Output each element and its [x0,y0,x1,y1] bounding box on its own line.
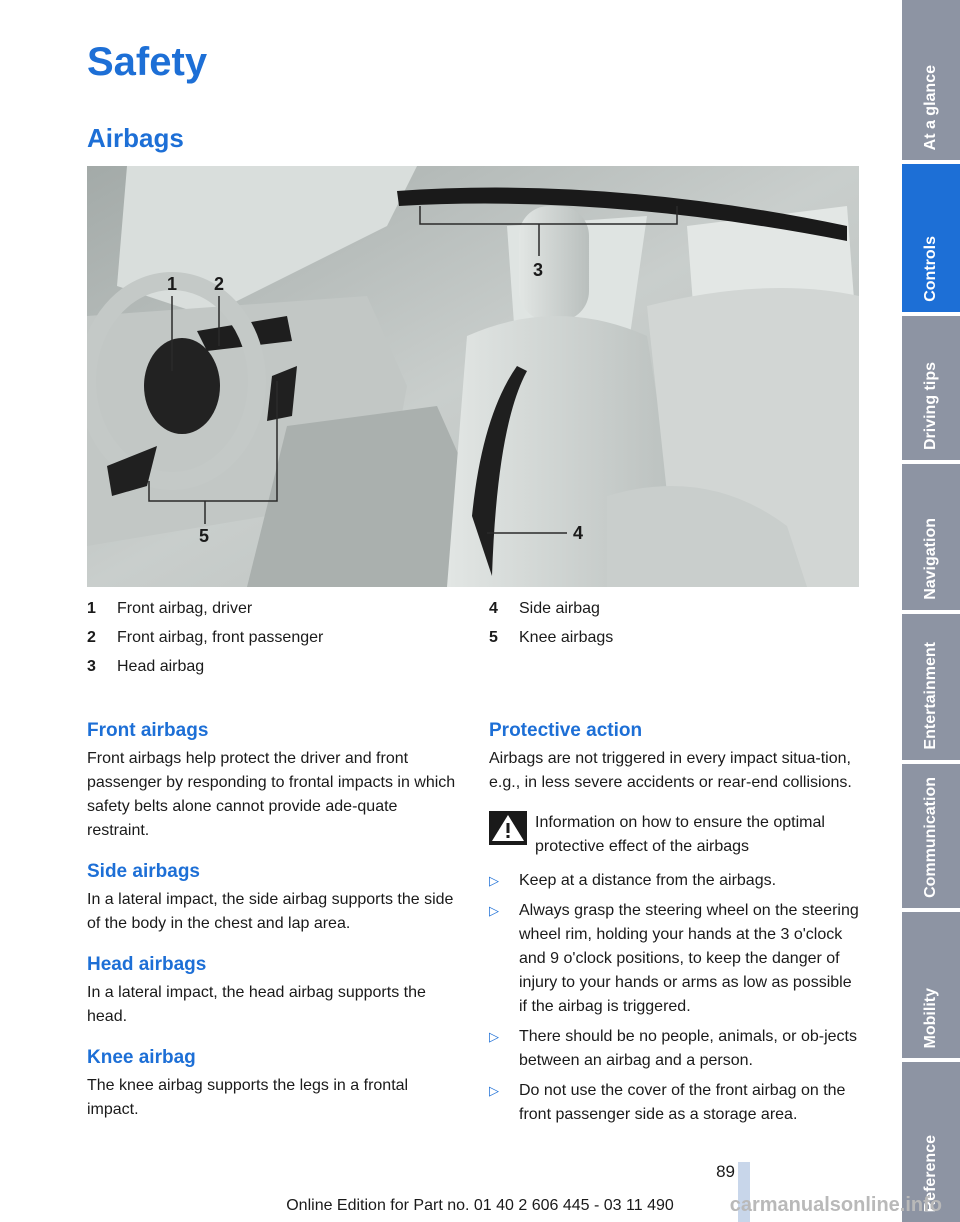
legend-item [489,627,869,656]
tab-label: Mobility [922,987,939,1048]
page-number: 89 [716,1162,735,1181]
section-title: Airbags [87,123,184,153]
bullet-text: There should be no people, animals, or ob-jects between an airbag and a person. [519,1028,857,1069]
head-airbags-text: In a lateral impact, the head airbag supports the head. [87,984,426,1025]
legend-right [489,598,869,656]
legend-text: Front airbag, driver [117,600,253,617]
legend-number: 3 [87,658,96,675]
callout-2: 2 [214,274,225,294]
bullet-text: Keep at a distance from the airbags. [519,872,777,889]
tab-label: Controls [922,236,939,302]
right-column [489,718,861,1133]
legend-text: Front airbag, front passenger [117,629,324,646]
tab-navigation[interactable] [902,464,960,610]
tab-label: Reference [922,1134,939,1212]
legend-left [87,598,467,685]
tab-controls[interactable] [902,164,960,312]
legend-item [87,627,467,656]
watermark: carmanualsonline.info [729,1194,942,1216]
tab-communication[interactable] [902,764,960,908]
knee-airbag-text: The knee airbag supports the legs in a frontal impact. [87,1077,409,1118]
tab-label: Driving tips [922,361,939,450]
legend-item [87,656,467,685]
tab-label: At a glance [922,64,939,150]
legend-item [87,598,467,627]
list-item [489,899,861,1019]
left-column [87,718,463,1138]
warning-text: Information on how to ensure the optimal protective effect of the airbags [535,814,825,855]
knee-airbag-heading: Knee airbag [87,1047,196,1068]
tab-label: Communication [922,777,939,898]
bullet-arrow-icon: ▷ [489,873,499,888]
list-item [489,869,861,893]
warning-note [489,811,861,859]
edition-footer: Online Edition for Part no. 01 40 2 606 445 - 03 11 490 [286,1197,674,1214]
legend-text: Head airbag [117,658,205,675]
tab-at-a-glance[interactable] [902,0,960,160]
side-airbags-heading: Side airbags [87,861,200,882]
front-airbags-text: Front airbags help protect the driver and front passenger by responding to frontal impacts in which safety belts alone cannot provide ade-quate restraint. [87,750,456,839]
bullet-arrow-icon: ▷ [489,1029,499,1044]
tab-driving-tips[interactable] [902,316,960,460]
list-item [489,1079,861,1127]
tab-mobility[interactable] [902,912,960,1058]
front-airbags-heading: Front airbags [87,720,209,741]
legend-number: 2 [87,629,96,646]
bullet-arrow-icon: ▷ [489,903,499,918]
callout-1: 1 [167,274,178,294]
bullet-text: Do not use the cover of the front airbag on the front passenger side as a storage area. [519,1082,846,1123]
callout-4: 4 [573,523,584,543]
protective-action-heading: Protective action [489,720,643,741]
legend-number: 1 [87,600,96,617]
tab-entertainment[interactable] [902,614,960,760]
tab-label: Entertainment [922,642,939,750]
page-title: Safety [87,40,208,84]
tab-label: Navigation [922,518,939,600]
list-item [489,1025,861,1073]
chapter-tabs [900,0,960,1222]
bullet-arrow-icon: ▷ [489,1083,499,1098]
side-airbags-text: In a lateral impact, the side airbag supports the side of the body in the chest and lap area. [87,891,454,932]
legend-item [489,598,869,627]
protective-action-text: Airbags are not triggered in every impact situa-tion, e.g., in less severe accidents or rear-end collisions. [489,750,852,791]
legend-number: 4 [489,600,498,617]
legend-number: 5 [489,629,498,646]
safety-bullet-list [489,869,861,1127]
warning-icon [489,811,535,859]
bullet-text: Always grasp the steering wheel on the steering wheel rim, holding your hands at the 3 o'clock and 9 o'clock positions, to keep the danger of injury to your hands or arms as low as possible if the airbag is triggered. [519,902,859,1015]
airbag-illustration [87,166,859,587]
legend-text: Side airbag [519,600,600,617]
callout-5: 5 [199,526,210,546]
legend-text: Knee airbags [519,629,614,646]
head-airbags-heading: Head airbags [87,954,207,975]
callout-3: 3 [533,260,544,280]
